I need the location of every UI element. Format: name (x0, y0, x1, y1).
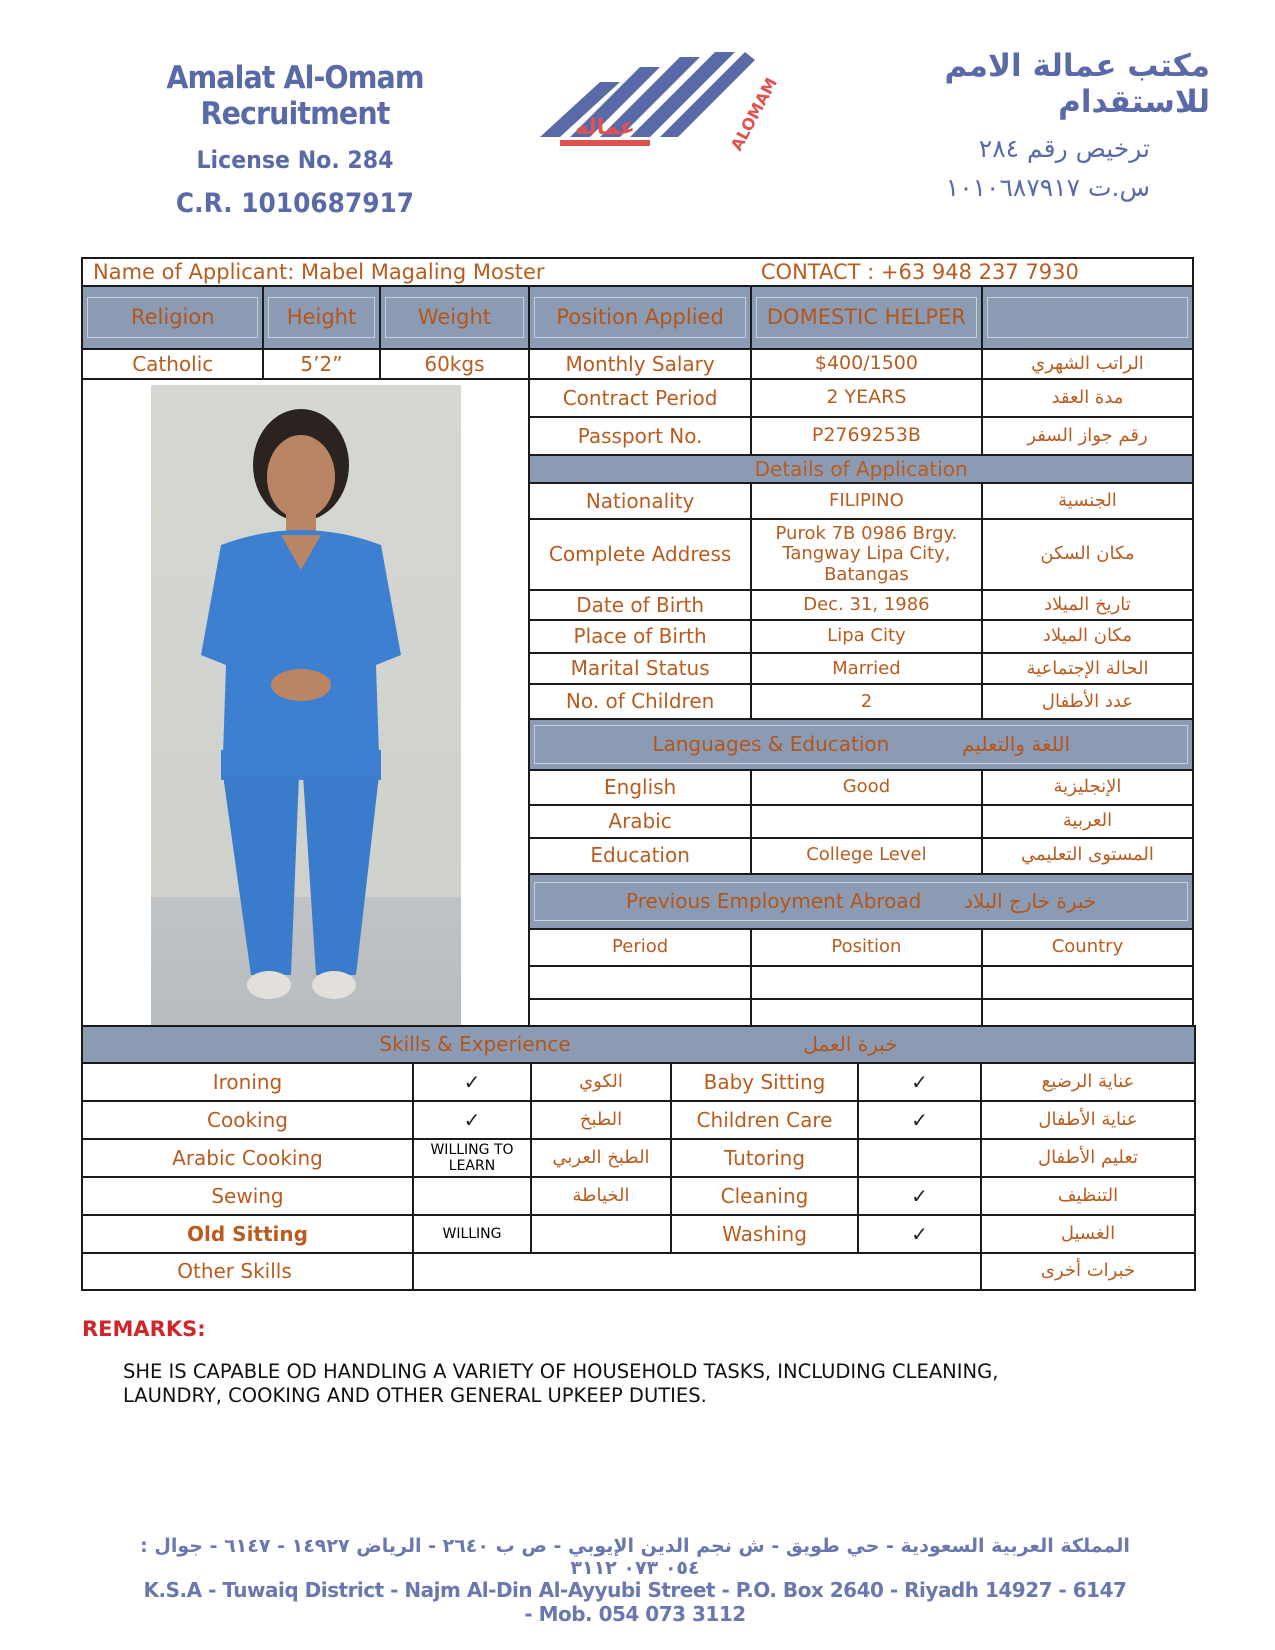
employment-col-period: Period (529, 929, 751, 966)
employment-position-2 (751, 999, 982, 1026)
skill-washing: Washing (671, 1215, 858, 1253)
pob-value: Lipa City (751, 620, 982, 653)
position-value: DOMESTIC HELPER (751, 286, 982, 349)
dob-label: Date of Birth (529, 590, 751, 620)
pob-label: Place of Birth (529, 620, 751, 653)
skill-arabic-cooking-mark: WILLING TO LEARN (413, 1139, 531, 1177)
employment-period-2 (529, 999, 751, 1026)
employment-section-title: Previous Employment Abroad خبرة خارج البلاد (529, 874, 1193, 929)
employment-country-2 (982, 999, 1193, 1026)
employment-period-1 (529, 966, 751, 999)
marital-value: Married (751, 653, 982, 684)
logo-english-text: ALOMAM (726, 74, 782, 154)
skill-children-care: Children Care (671, 1101, 858, 1139)
application-form (81, 257, 1194, 1291)
education-ar: المستوى التعليمي (982, 838, 1193, 874)
skill-sewing-mark (413, 1177, 531, 1215)
skill-washing-mark: ✓ (858, 1215, 981, 1253)
dob-value: Dec. 31, 1986 (751, 590, 982, 620)
footer-address-en: K.S.A - Tuwaiq District - Najm Al-Din Al-Ayyubi Street - P.O. Box 2640 - Riyadh 14927 - 6147 - Mob. 054 073 3112 (143, 1578, 1127, 1626)
company-name: Amalat Al-Omam Recruitment (166, 60, 424, 132)
photo-cell (82, 379, 529, 1026)
skill-cleaning-mark: ✓ (858, 1177, 981, 1215)
education-value: College Level (751, 838, 982, 874)
english-value: Good (751, 770, 982, 805)
applicant-photo (151, 385, 461, 1025)
header-left (60, 60, 530, 219)
employment-country-1 (982, 966, 1193, 999)
skill-baby-sitting-mark: ✓ (858, 1063, 981, 1101)
weight-value: 60kgs (380, 349, 530, 379)
monthly-salary-value: $400/1500 (751, 349, 982, 379)
employment-col-country: Country (982, 929, 1193, 966)
nationality-ar: الجنسية (982, 483, 1193, 519)
arabic-label: Arabic (529, 805, 751, 838)
other-skills-ar: خبرات أخرى (981, 1253, 1195, 1290)
contract-period-value: 2 YEARS (751, 379, 982, 417)
details-section-title: Details of Application (529, 455, 1193, 483)
employment-col-position: Position (751, 929, 982, 966)
marital-label: Marital Status (529, 653, 751, 684)
logo-arabic-text: عماله (575, 115, 635, 140)
skill-ironing: Ironing (82, 1063, 413, 1101)
children-ar: عدد الأطفال (982, 684, 1193, 719)
contract-period-label: Contract Period (529, 379, 751, 417)
skill-baby-sitting: Baby Sitting (671, 1063, 858, 1101)
skill-children-care-ar: عناية الأطفال (981, 1101, 1195, 1139)
skill-sewing: Sewing (82, 1177, 413, 1215)
license-number-ar: ترخيص رقم ٢٨٤ (978, 134, 1150, 163)
skill-cooking-mark: ✓ (413, 1101, 531, 1139)
passport-value: P2769253B (751, 417, 982, 455)
skill-old-sitting: Old Sitting (82, 1215, 413, 1253)
height-header: Height (263, 286, 379, 349)
marital-ar: الحالة الإجتماعية (982, 653, 1193, 684)
skill-tutoring: Tutoring (671, 1139, 858, 1177)
license-number: License No. 284 (196, 146, 394, 174)
english-ar: الإنجليزية (982, 770, 1193, 805)
skills-section-title: Skills & Experience خبرة العمل (82, 1026, 1195, 1063)
monthly-salary-ar: الراتب الشهري (982, 349, 1193, 379)
skill-tutoring-ar: تعليم الأطفال (981, 1139, 1195, 1177)
passport-label: Passport No. (529, 417, 751, 455)
pob-ar: مكان الميلاد (982, 620, 1193, 653)
education-label: Education (529, 838, 751, 874)
nationality-label: Nationality (529, 483, 751, 519)
skill-ironing-ar: الكوي (531, 1063, 671, 1101)
address-value: Purok 7B 0986 Brgy. Tangway Lipa City, Batangas (751, 519, 982, 590)
arabic-value (751, 805, 982, 838)
employment-position-1 (751, 966, 982, 999)
address-ar: مكان السكن (982, 519, 1193, 590)
skill-children-care-mark: ✓ (858, 1101, 981, 1139)
applicant-name: Name of Applicant: Mabel Magaling Moster (82, 258, 751, 286)
header-right (810, 48, 1210, 202)
cr-number: C.R. 1010687917 (175, 188, 415, 219)
religion-header: Religion (82, 286, 263, 349)
skill-cooking: Cooking (82, 1101, 413, 1139)
cr-number-ar: س.ت ١٠١٠٦٨٧٩١٧ (945, 173, 1150, 202)
children-value: 2 (751, 684, 982, 719)
footer-address-ar: المملكة العربية السعودية - حي طويق - ش نجم الدين الإيوبي - ص ب ٢٦٤٠ - الرياض ١٤٩٢٧ - ٦١٤٧ - جوال : ٠٥٤ ٠٧٣ ٣١١٢ (140, 1535, 1130, 1579)
skill-arabic-cooking: Arabic Cooking (82, 1139, 413, 1177)
dob-ar: تاريخ الميلاد (982, 590, 1193, 620)
skill-cleaning: Cleaning (671, 1177, 858, 1215)
monthly-salary-label: Monthly Salary (529, 349, 751, 379)
skill-arabic-cooking-ar: الطبخ العربي (531, 1139, 671, 1177)
english-label: English (529, 770, 751, 805)
other-skills-value (413, 1253, 981, 1290)
address-label: Complete Address (529, 519, 751, 590)
skill-old-sitting-ar (531, 1215, 671, 1253)
languages-section-title: Languages & Education اللغة والتعليم (529, 719, 1193, 769)
skill-old-sitting-mark: WILLING (413, 1215, 531, 1253)
nationality-value: FILIPINO (751, 483, 982, 519)
skill-washing-ar: الغسيل (981, 1215, 1195, 1253)
remarks-title: REMARKS: (82, 1317, 206, 1341)
position-applied-header: Position Applied (529, 286, 751, 349)
children-label: No. of Children (529, 684, 751, 719)
skill-tutoring-mark (858, 1139, 981, 1177)
religion-value: Catholic (82, 349, 263, 379)
applicant-figure (151, 385, 461, 1025)
height-value: 5’2” (263, 349, 379, 379)
position-blank (982, 286, 1193, 349)
skill-cleaning-ar: التنظيف (981, 1177, 1195, 1215)
skill-sewing-ar: الخياطة (531, 1177, 671, 1215)
applicant-contact: CONTACT : +63 948 237 7930 (751, 258, 1193, 286)
skill-ironing-mark: ✓ (413, 1063, 531, 1101)
passport-ar: رقم جواز السفر (982, 417, 1193, 455)
remarks-text: SHE IS CAPABLE OD HANDLING A VARIETY OF HOUSEHOLD TASKS, INCLUDING CLEANING, LAUNDRY, COOKING AND OTHER GENERAL UPKEEP DUTIES. (123, 1360, 999, 1408)
company-name-ar: مكتب عمالة الامم للاستقدام (944, 48, 1210, 120)
arabic-ar: العربية (982, 805, 1193, 838)
skill-cooking-ar: الطبخ (531, 1101, 671, 1139)
contract-period-ar: مدة العقد (982, 379, 1193, 417)
alomam-logo (530, 42, 790, 177)
other-skills-label: Other Skills (82, 1253, 413, 1290)
weight-header: Weight (380, 286, 530, 349)
skill-baby-sitting-ar: عناية الرضيع (981, 1063, 1195, 1101)
